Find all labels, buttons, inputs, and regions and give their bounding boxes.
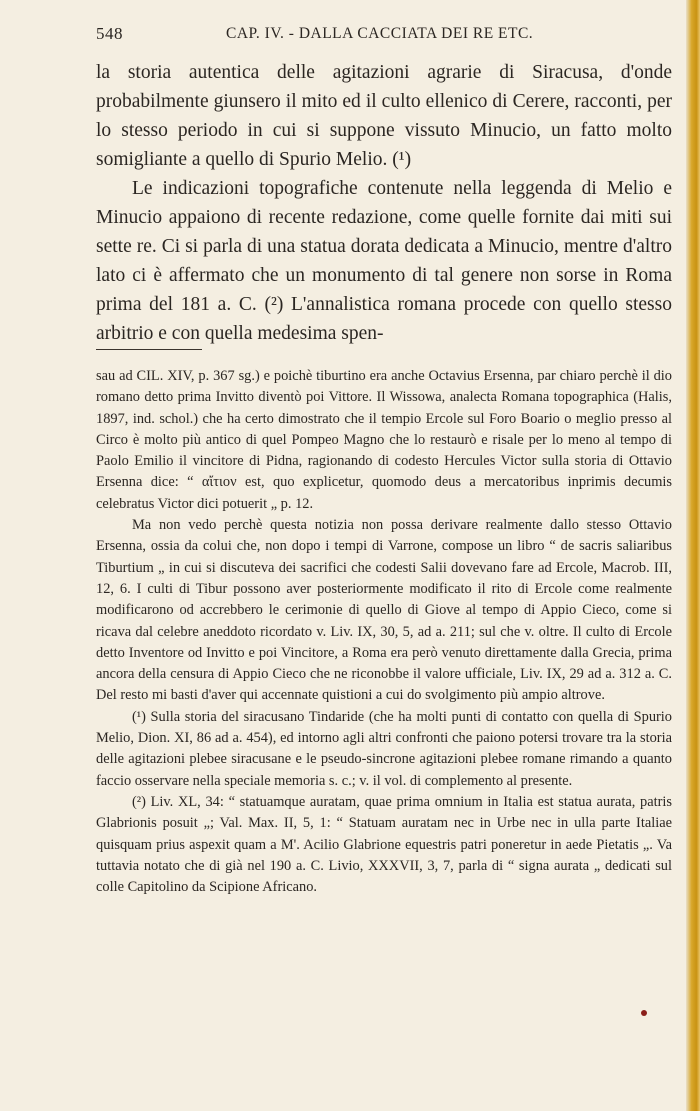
footnote-2: (²) Liv. XL, 34: “ statuamque auratam, quae prima omnium in Italia est statua aurata, patris Glabrionis posuit „; Val. Max. II, 5, 1: “ Statuam auratam nec in Urbe nec in ulla parte Italiae quisquam prius aspexit quam a M'. Acilio Glabrione equestris patri poneretur in aede Pietatis „. Va tuttavia notato che di già nel 190 a. C. Livio, XXXVII, 3, 7, parla di “ signa aurata „ dedicati sul colle Capitolino da Scipione Africano. [96, 793, 672, 896]
footnote-continuation: sau ad CIL. XIV, p. 367 sg.) e poichè tiburtino era anche Octavius Ersenna, par chiaro perchè il dio romano detto prima Invitto diventò poi Vittore. Il Wissowa, analecta Romana topographica (Halis, 1897, ind. schol.) che ha certo dimostrato che il tempio Ercole sul Foro Boario o meglio presso al Circo è molto più antico di quel Pompeo Magno che lo restaurò e risale per lo meno al tempo di Paolo Emilio il vincitore di Pidna, ragionando di codesto Hercules Victor sulla storia di Ottavio Ersenna dice: “ αἴτιον est, quo explicetur, quomodo deus a mercatoribus inprimis decumis celebratus Victor dici potuerit „ p. 12. [96, 368, 672, 512]
main-text [96, 58, 672, 348]
footnote-1: (¹) Sulla storia del siracusano Tindaride (che ha molti punti di contatto con quella di Spurio Melio, Dion. XI, 86 ad a. 454), ed intorno agli altri confronti che paiono potersi trovare tra la storia delle agitazioni plebee siracusane e le pseudo-sincrone agitazioni plebee romane rimando a quanto faccio osservare nella speciale memoria s. c.; v. il vol. di complemento al presente. [96, 708, 672, 789]
running-head: CAP. IV. - DALLA CACCIATA DEI RE ETC. [226, 25, 534, 42]
page-header [96, 24, 672, 46]
footnote-paragraph: Ma non vedo perchè questa notizia non possa derivare realmente dallo stesso Ottavio Ersenna, ossia da colui che, non dopo i tempi di Varrone, compose un libro “ de sacris saliaribus Tiburtium „ in cui si discuteva dei sacrifici che codesti Salii dovevano fare ad Ercole, Macrob. III, 12, 6. I culti di Tibur possono aver posteriormente modificato il rito di Ercole come realmente modificarono od accrebbero le cerimonie di quello di Giove al tempo di Appio Cieco, come si ricava dal celebre aneddoto ricordato v. Liv. IX, 30, 5, ad a. 211; sul che v. oltre. Il culto di Ercole detto Inventore od Invitto e poi Vincitore, a Roma era però venuto direttamente dalla Grecia, prima ancora della censura di Appio Cieco che ne riconobbe il valore ufficiale, Liv. IX, 29 ad a. 312 a. C. Del resto mi basti d'aver qui accennate quistioni a cui do svolgimento più ampio altrove. [96, 517, 672, 704]
page-number: 548 [96, 24, 123, 43]
footnote-separator [96, 349, 202, 350]
main-paragraph-2: Le indicazioni topografiche contenute nella leggenda di Melio e Minucio appaiono di recente redazione, come quelle fornite dai miti sui sette re. Ci si parla di una statua dorata dedicata a Minucio, mentre d'altro lato ci è affermato che un monumento di tal genere non sorse in Roma prima del 181 a. C. (²) L'annalistica romana procede con quello stesso arbitrio e con quella medesima spen- [96, 178, 672, 344]
footnotes [96, 366, 672, 898]
main-paragraph-1: la storia autentica delle agitazioni agrarie di Siracusa, d'onde probabilmente giunsero il mito ed il culto ellenico di Cerere, racconti, per lo stesso periodo in cui si suppone vissuto Minucio, un fatto molto somigliante a quello di Spurio Melio. (¹) [96, 62, 672, 170]
page-edge [686, 0, 700, 1111]
ink-spot [641, 1010, 647, 1016]
